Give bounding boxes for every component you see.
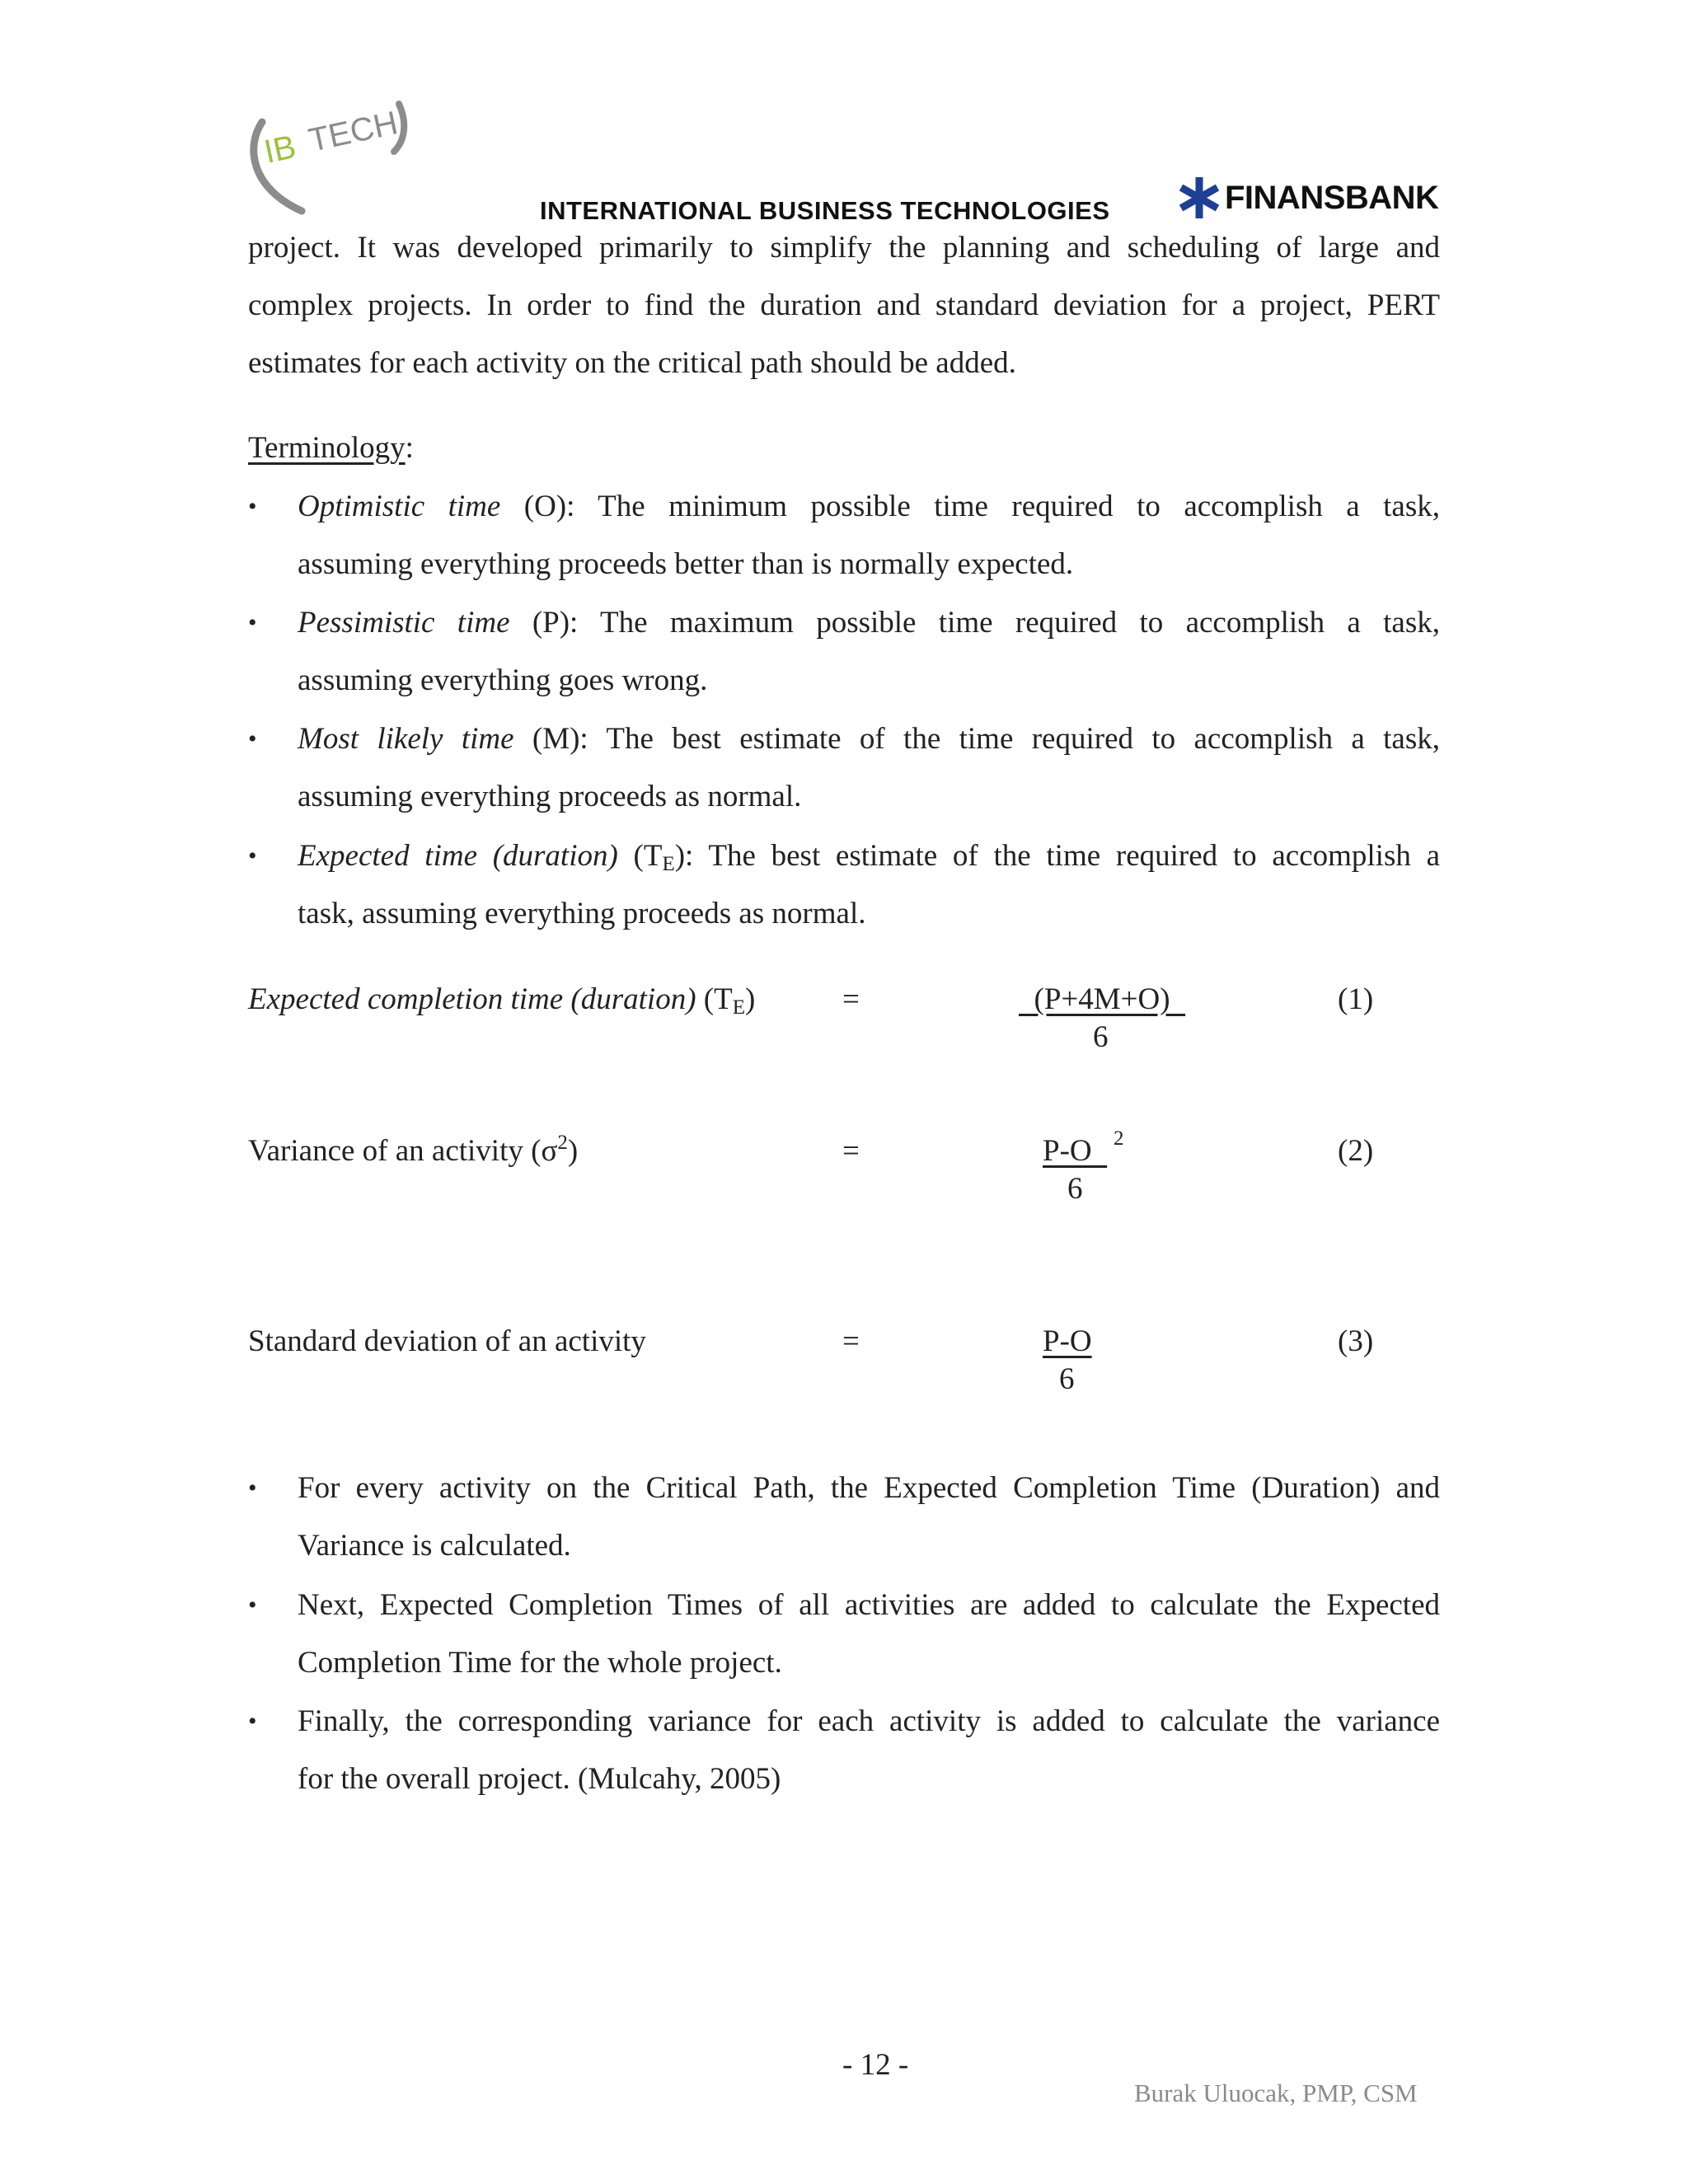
bullet-icon: • <box>248 609 257 636</box>
list-item <box>248 1693 1440 1808</box>
formula-1-label-italic: Expected completion time (duration) <box>248 982 696 1016</box>
asterisk-icon <box>1177 176 1221 220</box>
term-expected: Expected time (duration) <box>298 839 618 873</box>
author-credit: Burak Uluocak, PMP, CSM <box>1134 2079 1418 2107</box>
formula-2-exponent: 2 <box>1114 1127 1124 1150</box>
step-3-line-2: for the overall project. (Mulcahy, 2005) <box>298 1762 781 1796</box>
term-definition-cont: task, assuming everything proceeds as normal. <box>298 897 866 930</box>
formula-2-label-pre: Variance of an activity (σ <box>248 1134 558 1168</box>
step-2-line-2: Completion Time for the whole project. <box>298 1646 782 1680</box>
step-1-line-1: For every activity on the Critical Path, the Expected Completion Time (Duration) and <box>298 1471 1440 1505</box>
bullet-icon: • <box>248 842 257 869</box>
intro-line-1: project. It was developed primarily to simplify the planning and scheduling of large and <box>248 231 1440 265</box>
list-item <box>248 594 1440 710</box>
formula-1-equals: = <box>842 982 860 1016</box>
formula-3-number: (3) <box>1338 1324 1374 1358</box>
formula-2-label <box>248 1132 578 1170</box>
formula-2-number: (2) <box>1338 1134 1374 1168</box>
terminology-colon: : <box>405 431 414 465</box>
formula-1-label-sub: E <box>732 996 745 1019</box>
ibtech-logo <box>244 97 417 217</box>
formula-3-label: Standard deviation of an activity <box>248 1324 646 1358</box>
bullet-icon: • <box>248 1708 257 1735</box>
bullet-icon: • <box>248 493 257 520</box>
term-definition-cont: assuming everything goes wrong. <box>298 663 708 697</box>
bullet-icon: • <box>248 725 257 752</box>
terminology-heading-text: Terminology <box>248 431 406 465</box>
finansbank-wordmark: FINANSBANK <box>1225 179 1439 216</box>
ibtech-logo-ib: IB <box>260 128 299 171</box>
formula-2-label-sup: 2 <box>557 1132 568 1154</box>
intro-line-3: estimates for each activity on the critical path should be added. <box>248 346 1016 380</box>
formula-1-number: (1) <box>1338 982 1374 1016</box>
term-most-likely: Most likely time <box>298 722 514 756</box>
term-optimistic: Optimistic time <box>298 490 501 523</box>
list-item <box>248 478 1440 593</box>
list-item <box>248 710 1440 826</box>
list-item <box>248 827 1440 943</box>
formula-2-equals: = <box>842 1134 860 1168</box>
bullet-icon: • <box>248 1591 257 1619</box>
intro-line-2: complex projects. In order to find the duration and standard deviation for a project, PERT <box>248 288 1440 322</box>
term-definition-cont: assuming everything proceeds better than is normally expected. <box>298 547 1074 581</box>
finansbank-logo <box>1177 175 1438 221</box>
page-number: - 12 - <box>842 2048 909 2082</box>
formula-3-denominator: 6 <box>1059 1362 1075 1396</box>
formula-3-equals: = <box>842 1324 860 1358</box>
list-item <box>248 1577 1440 1692</box>
step-2-line-1: Next, Expected Completion Times of all activities are added to calculate the Expected <box>298 1588 1440 1622</box>
term-pessimistic: Pessimistic time <box>298 606 510 640</box>
list-item <box>248 1460 1440 1575</box>
term-definition: (O): The minimum possible time required to accomplish a task, <box>500 490 1440 523</box>
formula-1-numerator: (P+4M+O) <box>1019 982 1186 1016</box>
term-definition-cont: assuming everything proceeds as normal. <box>298 780 802 813</box>
term-definition: (P): The maximum possible time required to accomplish a task, <box>509 606 1441 640</box>
ibtech-logo-tech: TECH <box>305 105 401 159</box>
ibtech-logo-mark <box>244 97 417 217</box>
formula-3-numerator: P-O <box>1043 1324 1092 1358</box>
formula-1-label <box>248 981 755 1019</box>
terminology-heading <box>248 419 414 477</box>
intro-paragraph <box>248 219 1440 392</box>
formula-2-numerator: P-O <box>1043 1134 1108 1168</box>
formula-2-denominator: 6 <box>1067 1172 1083 1206</box>
step-3-line-1: Finally, the corresponding variance for each activity is added to calculate the variance <box>298 1704 1440 1738</box>
term-abbr: (T <box>617 839 663 873</box>
term-definition: (M): The best estimate of the time required to accomplish a task, <box>513 722 1440 756</box>
bullet-icon: • <box>248 1474 257 1502</box>
step-1-line-2: Variance is calculated. <box>298 1529 571 1563</box>
formula-2-label-post: ) <box>567 1134 579 1168</box>
formula-1-label-post: ) <box>745 982 756 1016</box>
company-name: INTERNATIONAL BUSINESS TECHNOLOGIES <box>540 196 1110 225</box>
term-definition: ): The best estimate of the time required to accomplish a <box>674 839 1440 873</box>
formula-1-label-pre: (T <box>696 982 733 1016</box>
term-abbr-subscript: E <box>662 853 675 875</box>
formula-1-denominator: 6 <box>1093 1020 1109 1054</box>
